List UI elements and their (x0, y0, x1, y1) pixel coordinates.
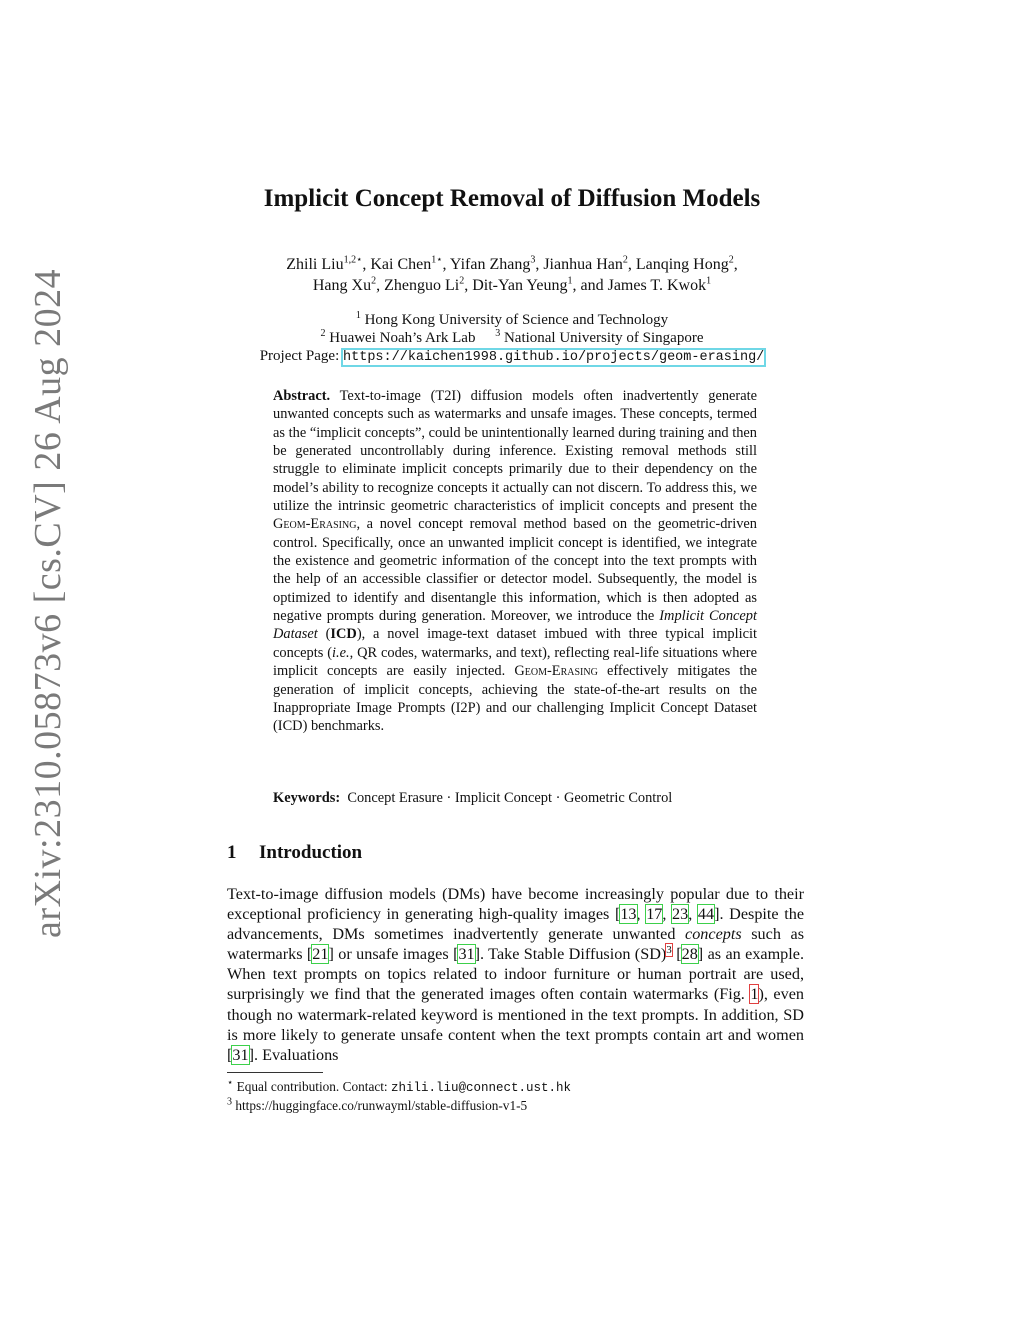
intro-text: or unsafe images (333, 945, 454, 964)
intro-text: as an example. When text prompts on topics related to indoor furniture or human portrait are used, surprisingly we find that the generated images often contain watermarks (Fig. (227, 945, 805, 1004)
author-name: Jianhua Han (543, 256, 623, 273)
keyword-separator: · (442, 790, 455, 806)
project-page-label: Project Page: (259, 348, 340, 364)
footnote-mark: 3 (227, 1096, 232, 1108)
author-affiliation-mark: 3 (530, 254, 536, 266)
author-name: Kai Chen (370, 256, 432, 273)
intro-text: . Take Stable Diffusion (SD) (480, 945, 667, 964)
author-name: Lanqing Hong (635, 256, 729, 273)
author-affiliation-mark: 1 (706, 275, 712, 287)
affiliation-name: Hong Kong University of Science and Technology (364, 312, 669, 328)
arxiv-identifier: arXiv:2310.05873v6 [cs.CV] 26 Aug 2024 (27, 268, 69, 938)
citation-link[interactable]: 44 (697, 905, 715, 924)
author-affiliation-mark: 2 (622, 254, 628, 266)
project-page-link[interactable]: https://kaichen1998.github.io/projects/geom-erasing/ (343, 350, 765, 365)
footnote-rule (227, 1072, 323, 1073)
dataset-name: Implicit Concept Dataset (273, 608, 757, 643)
citation-link[interactable]: 31 (232, 1045, 249, 1064)
intro-emphasis: concepts (685, 925, 742, 944)
author-name: James T. Kwok (607, 277, 707, 294)
author-name: Hang Xu (312, 277, 372, 294)
intro-text: Text-to-image diffusion models (DMs) have become increasingly popular due to their exceptional proficiency in generating high-quality images (227, 885, 804, 924)
author-list (222, 254, 802, 296)
citation-link[interactable]: 23 (672, 905, 689, 924)
citation-link[interactable]: 13 (620, 905, 637, 924)
keywords-label: Keywords: (273, 790, 341, 806)
method-name: Geom-Erasing (273, 516, 357, 533)
footnote-equal-contribution (227, 1078, 804, 1097)
author-affiliation-mark: 1,2⋆ (343, 254, 363, 266)
intro-text: ), even though no watermark-related keyword is mentioned in the text prompts. In addition, SD is more likely to generate unsafe content when the text prompts contain art and women (227, 985, 804, 1044)
affiliation-number: 2 (320, 328, 326, 339)
footnote-link[interactable]: 3 (666, 943, 672, 956)
figure-link[interactable]: 1 (750, 985, 759, 1004)
project-page-line (222, 347, 802, 367)
affiliation-name: Huawei Noah’s Ark Lab (329, 330, 476, 346)
abstract-ie: i.e. (332, 644, 350, 661)
abstract-label: Abstract. (273, 388, 331, 404)
author-affiliation-mark: 2 (728, 254, 734, 266)
abstract-text: Text-to-image (T2I) diffusion models often inadvertently generate unwanted concepts such as watermarks and unsafe images. These concepts, termed as the “implicit concepts”, could be unintentionally learned during training and then be generated uncontrollably during inference. Existing removal methods still struggle to eliminate implicit concepts primarily due to their dependency on the model’s ability to recognize concepts it actually can not discern. To address this, we utilize the intrinsic geometric characteristics of implicit concepts and present the (273, 388, 757, 515)
method-name: Geom-Erasing (514, 663, 598, 680)
keywords (273, 790, 757, 807)
affiliation-name: National University of Singapore (503, 330, 704, 346)
dataset-abbreviation: ICD (330, 626, 357, 643)
keyword: Implicit Concept (454, 790, 552, 806)
abstract-text: , a novel image-text dataset imbued with three typical implicit concepts ( (273, 626, 758, 661)
author-affiliation-mark: 1⋆ (431, 254, 443, 266)
abstract-text: , QR codes, watermarks, and text), reflecting real-life situations where implicit concepts are easily injected. (273, 644, 757, 680)
affiliation-number: 1 (355, 310, 361, 321)
intro-text: . Evaluations (253, 1045, 339, 1064)
author-name: Zhili Liu (286, 256, 344, 273)
author-line-2: Hang Xu$^2$, Zhenguo Li$^2$, Dit-Yan Yeung$^1$, and James T. Kwok$^1$ (312, 275, 712, 294)
author-name: Dit-Yan Yeung (472, 277, 568, 294)
author-line-1: Zhili Liu$^{1,2⋆}$, Kai Chen$^{1⋆}$, Yifan Zhang$^3$, Jianhua Han$^2$, Lanqing Hong$^2$, (286, 254, 738, 273)
author-name: Zhenguo Li (384, 277, 460, 294)
abstract: Abstract. Text-to-image (T2I) diffusion models often inadvertently generate unwanted concepts such as watermarks and unsafe images. These concepts, termed as the “implicit concepts”, could be unintentionally learned during training and then be generated uncontrollably during inference. Existing removal methods still struggle to eliminate implicit concepts primarily due to their dependency on the model’s ability to recognize concepts it actually can not discern. To address this, we utilize the intrinsic geometric characteristics of implicit concepts and present the Geom-Erasing, a novel concept removal method based on the geometric-driven control. Specifically, once an unwanted implicit concept is identified, we integrate the existence and geometric information of the concept into the text prompts with the help of an accessible classifier or detector model. Subsequently, the model is optimized to identify and disentangle this information, which is then adopted as negative prompts during generation. Moreover, we introduce the Implicit Concept Dataset (ICD), a novel image-text dataset imbued with three typical implicit concepts (i.e., QR codes, watermarks, and text), reflecting real-life situations where implicit concepts are easily injected. Geom-Erasing effectively mitigates the generation of implicit concepts, achieving the state-of-the-art results on the Inappropriate Image Prompts (I2P) and our challenging Implicit Concept Dataset (ICD) benchmarks. (273, 388, 758, 735)
author-name: Yifan Zhang (449, 256, 531, 273)
footnote-3 (227, 1097, 804, 1114)
citation-link[interactable]: 17 (646, 905, 663, 924)
footnotes (227, 1078, 804, 1114)
intro-text: . Despite the advancements, DMs sometimes inadvertently generate unwanted (227, 905, 804, 944)
section-heading (227, 842, 362, 864)
author-affiliation-mark: 2 (459, 275, 465, 287)
keyword: Geometric Control (563, 790, 673, 806)
footnote-text: Equal contribution. Contact: (236, 1079, 391, 1094)
footnote-url[interactable]: https://huggingface.co/runwayml/stable-diffusion-v1-5 (235, 1098, 528, 1113)
paper-title: Implicit Concept Removal of Diffusion Models (263, 185, 761, 212)
keyword-separator: · (551, 790, 564, 806)
author-affiliation-mark: 2 (371, 275, 377, 287)
citation-link[interactable]: 28 (681, 945, 698, 964)
section-number: 1 (227, 842, 237, 863)
abstract-text: , a novel concept removal method based on the geometric-driven control. Specifically, once an unwanted implicit concept is identified, we integrate the existence and geometric information of the concept into the text prompts with the help of an accessible classifier or detector model. Subsequently, the model is optimized to identify and disentangle this information, which is then adopted as negative prompts during generation. Moreover, we introduce the (273, 516, 757, 625)
author-conjunction: and (580, 277, 604, 294)
affiliation-line-2 (222, 329, 802, 347)
section-title: Introduction (259, 842, 363, 863)
citation-link[interactable]: 21 (312, 945, 329, 964)
citation-link[interactable]: 31 (458, 945, 475, 964)
affiliation-number: 3 (495, 328, 501, 339)
intro-paragraph: Text-to-image diffusion models (DMs) have become increasingly popular due to their exceptional proficiency in generating high-quality images [13, 17, 23, 44]. Despite the advancements, DMs sometimes inadvertently generate unwanted concepts such as watermarks [21] or unsafe images [31]. Take Stable Diffusion (SD)$^3$ [28] as an example. When text prompts on topics related to indoor furniture or human portrait are used, surprisingly we find that the generated images often contain watermarks (Fig. 1), even though no watermark-related keyword is mentioned in the text prompts. In addition, SD is more likely to generate unsafe content when the text prompts contain art and women [31]. Evaluations (227, 885, 805, 1064)
abstract-text: effectively mitigates the generation of implicit concepts, achieving the state-of-the-art results on the Inappropriate Image Prompts (I2P) and our challenging Implicit Concept Dataset (ICD) benchmarks. (273, 663, 757, 735)
affiliations (222, 311, 802, 367)
affiliation-line-1 (222, 311, 802, 329)
keyword: Concept Erasure (347, 790, 443, 806)
author-affiliation-mark: 1 (567, 275, 573, 287)
footnote-mark: ⋆ (227, 1077, 234, 1089)
contact-email[interactable]: zhili.liu@connect.ust.hk (390, 1081, 571, 1095)
intro-text: such as watermarks (227, 925, 804, 964)
